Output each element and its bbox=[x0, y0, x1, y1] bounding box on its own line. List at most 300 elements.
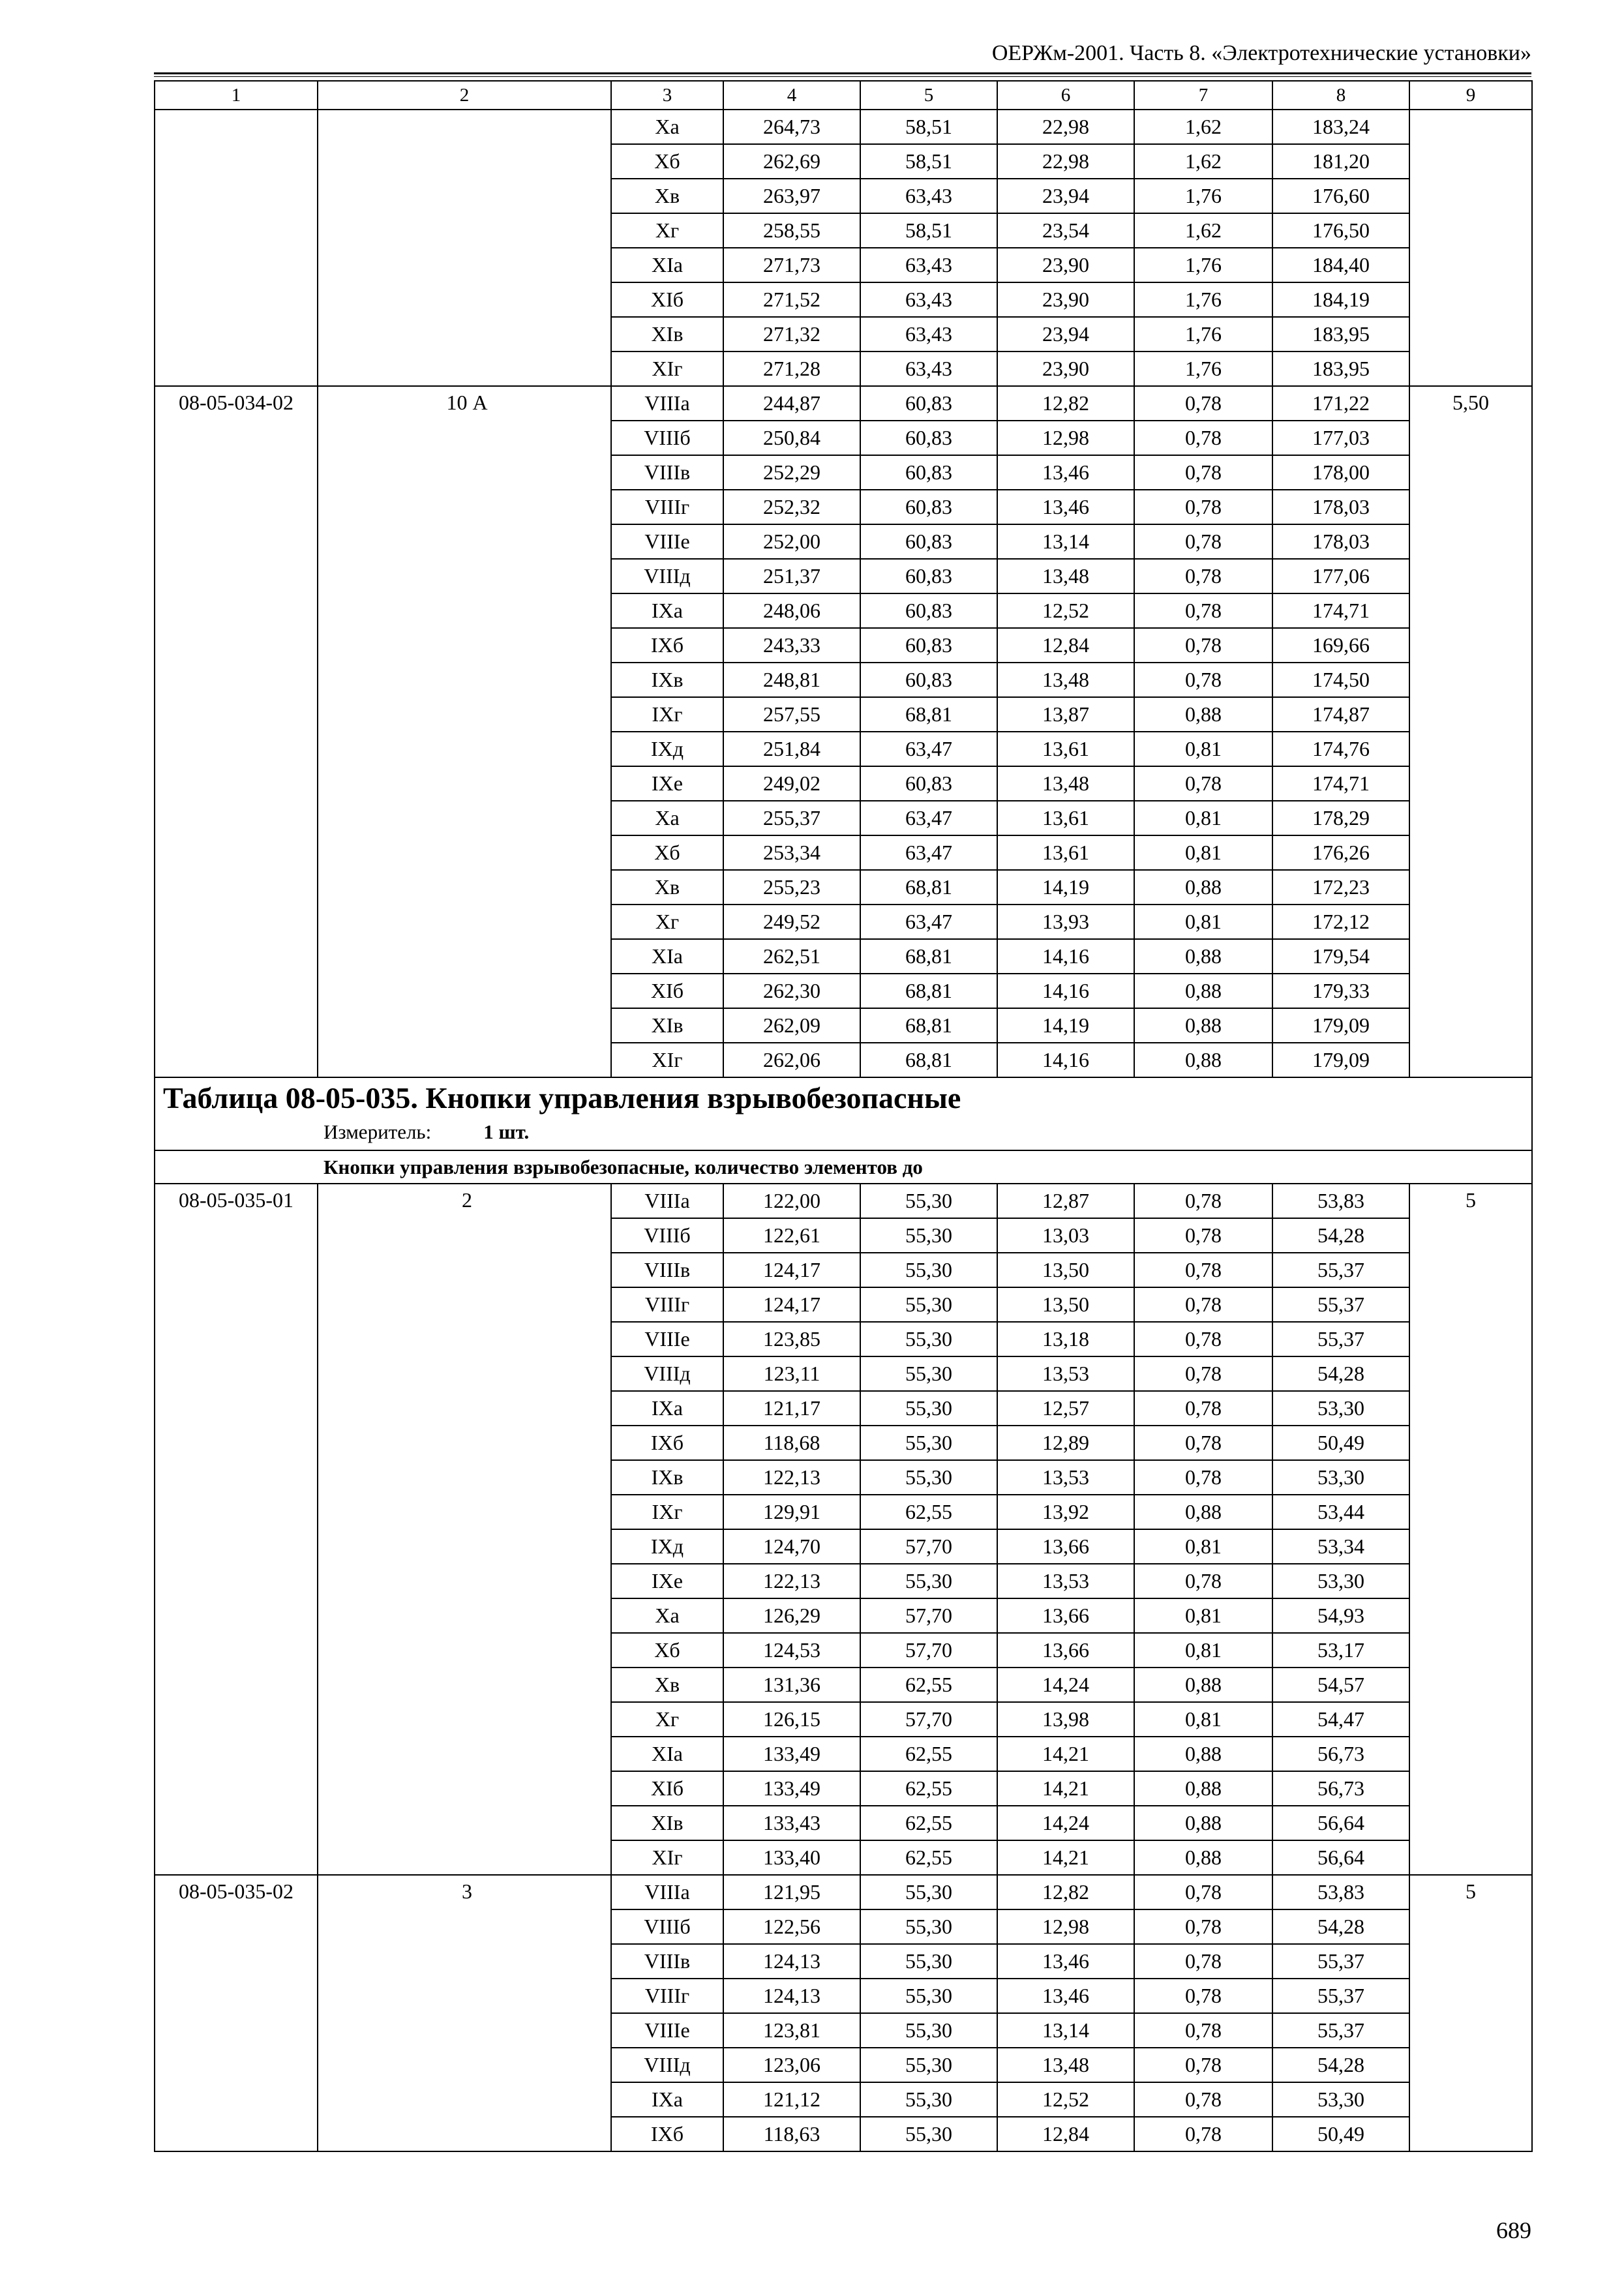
labor-cell: 62,55 bbox=[860, 1771, 997, 1806]
driver-wage-cell: 0,78 bbox=[1134, 663, 1272, 697]
zone-cell: VIIIe bbox=[611, 2013, 723, 2048]
zone-cell: IXв bbox=[611, 1460, 723, 1495]
material-cell: 55,37 bbox=[1272, 2013, 1409, 2048]
material-cell: 169,66 bbox=[1272, 628, 1409, 663]
driver-wage-cell: 0,88 bbox=[1134, 1008, 1272, 1043]
zone-cell: XIa bbox=[611, 939, 723, 974]
material-cell: 177,03 bbox=[1272, 421, 1409, 455]
labor-cell: 55,30 bbox=[860, 1944, 997, 1979]
colnum-6: 6 bbox=[997, 81, 1134, 110]
machine-cell: 13,93 bbox=[997, 905, 1134, 939]
material-cell: 174,87 bbox=[1272, 697, 1409, 732]
machine-cell: 14,24 bbox=[997, 1806, 1134, 1840]
driver-wage-cell: 0,78 bbox=[1134, 524, 1272, 559]
material-cell: 55,37 bbox=[1272, 1322, 1409, 1356]
zone-cell: VIIIб bbox=[611, 1218, 723, 1253]
driver-wage-cell: 0,81 bbox=[1134, 801, 1272, 835]
machine-cell: 12,87 bbox=[997, 1184, 1134, 1218]
zone-cell: VIIIв bbox=[611, 1944, 723, 1979]
total-cell: 244,87 bbox=[723, 386, 860, 421]
machine-cell: 13,61 bbox=[997, 835, 1134, 870]
machine-cell: 12,82 bbox=[997, 386, 1134, 421]
machine-cell: 13,53 bbox=[997, 1460, 1134, 1495]
colnum-9: 9 bbox=[1409, 81, 1532, 110]
total-cell: 122,13 bbox=[723, 1564, 860, 1598]
material-cell: 55,37 bbox=[1272, 1253, 1409, 1287]
machine-cell: 22,98 bbox=[997, 110, 1134, 144]
labor-cell: 55,30 bbox=[860, 1875, 997, 1909]
material-cell: 55,37 bbox=[1272, 1944, 1409, 1979]
labor-cell: 57,70 bbox=[860, 1598, 997, 1633]
material-cell: 56,64 bbox=[1272, 1806, 1409, 1840]
meter-label: Измеритель: bbox=[323, 1120, 432, 1143]
zone-cell: Xв bbox=[611, 179, 723, 213]
machine-cell: 12,98 bbox=[997, 421, 1134, 455]
column-number-row bbox=[155, 81, 1532, 110]
labor-cell: 63,43 bbox=[860, 179, 997, 213]
rate-code-cell: 08-05-035-02 bbox=[155, 1875, 318, 2151]
machine-cell: 13,48 bbox=[997, 559, 1134, 593]
driver-wage-cell: 0,78 bbox=[1134, 386, 1272, 421]
material-cell: 53,83 bbox=[1272, 1875, 1409, 1909]
labor-cell: 63,43 bbox=[860, 282, 997, 317]
labor-cell: 63,43 bbox=[860, 317, 997, 352]
machine-cell: 14,16 bbox=[997, 1043, 1134, 1077]
driver-wage-cell: 0,88 bbox=[1134, 1737, 1272, 1771]
zone-cell: VIIIб bbox=[611, 421, 723, 455]
section-header bbox=[155, 1077, 1532, 1150]
driver-wage-cell: 1,76 bbox=[1134, 179, 1272, 213]
total-cell: 121,17 bbox=[723, 1391, 860, 1426]
total-cell: 126,15 bbox=[723, 1702, 860, 1737]
labor-cell: 68,81 bbox=[860, 697, 997, 732]
machine-cell: 14,19 bbox=[997, 870, 1134, 905]
total-cell: 243,33 bbox=[723, 628, 860, 663]
machine-cell: 13,66 bbox=[997, 1633, 1134, 1668]
driver-wage-cell: 0,88 bbox=[1134, 1806, 1272, 1840]
material-cell: 176,60 bbox=[1272, 179, 1409, 213]
total-cell: 121,12 bbox=[723, 2082, 860, 2117]
driver-wage-cell: 0,81 bbox=[1134, 1702, 1272, 1737]
material-cell: 56,73 bbox=[1272, 1771, 1409, 1806]
total-cell: 123,81 bbox=[723, 2013, 860, 2048]
driver-wage-cell: 0,78 bbox=[1134, 628, 1272, 663]
total-cell: 252,32 bbox=[723, 490, 860, 524]
driver-wage-cell: 0,78 bbox=[1134, 1909, 1272, 1944]
zone-cell: IXб bbox=[611, 2117, 723, 2151]
labor-cell: 55,30 bbox=[860, 1426, 997, 1460]
zone-cell: IXг bbox=[611, 697, 723, 732]
machine-cell: 13,92 bbox=[997, 1495, 1134, 1529]
material-cell: 53,17 bbox=[1272, 1633, 1409, 1668]
machine-cell: 14,16 bbox=[997, 974, 1134, 1008]
total-cell: 124,13 bbox=[723, 1979, 860, 2013]
driver-wage-cell: 0,78 bbox=[1134, 1979, 1272, 2013]
total-cell: 121,95 bbox=[723, 1875, 860, 1909]
zone-cell: VIIIг bbox=[611, 490, 723, 524]
zone-cell: VIIIг bbox=[611, 1287, 723, 1322]
total-cell: 252,29 bbox=[723, 455, 860, 490]
labor-cell: 58,51 bbox=[860, 213, 997, 248]
machine-cell: 13,46 bbox=[997, 1944, 1134, 1979]
total-cell: 255,37 bbox=[723, 801, 860, 835]
labor-cell: 68,81 bbox=[860, 939, 997, 974]
driver-wage-cell: 0,78 bbox=[1134, 2082, 1272, 2117]
machine-cell: 13,14 bbox=[997, 2013, 1134, 2048]
driver-wage-cell: 0,88 bbox=[1134, 870, 1272, 905]
total-cell: 262,09 bbox=[723, 1008, 860, 1043]
labor-cell: 62,55 bbox=[860, 1840, 997, 1875]
labor-cell: 63,47 bbox=[860, 732, 997, 766]
total-cell: 252,00 bbox=[723, 524, 860, 559]
total-cell: 123,85 bbox=[723, 1322, 860, 1356]
labor-cell: 63,47 bbox=[860, 905, 997, 939]
machine-cell: 12,57 bbox=[997, 1391, 1134, 1426]
header-rule-thin bbox=[154, 76, 1531, 77]
driver-wage-cell: 1,76 bbox=[1134, 352, 1272, 386]
subheading: Кнопки управления взрывобезопасные, количество элементов до bbox=[155, 1150, 1532, 1184]
material-cell: 172,23 bbox=[1272, 870, 1409, 905]
col9-cell: 5 bbox=[1409, 1875, 1532, 2151]
driver-wage-cell: 0,81 bbox=[1134, 1529, 1272, 1564]
driver-wage-cell: 0,88 bbox=[1134, 1495, 1272, 1529]
section-title: Таблица 08-05-035. Кнопки управления взрывобезопасные bbox=[163, 1081, 961, 1115]
zone-cell: IXв bbox=[611, 663, 723, 697]
labor-cell: 68,81 bbox=[860, 1008, 997, 1043]
driver-wage-cell: 0,78 bbox=[1134, 1356, 1272, 1391]
rate-code-cell bbox=[155, 110, 318, 386]
driver-wage-cell: 0,78 bbox=[1134, 1218, 1272, 1253]
material-cell: 178,03 bbox=[1272, 524, 1409, 559]
driver-wage-cell: 0,78 bbox=[1134, 1391, 1272, 1426]
total-cell: 124,70 bbox=[723, 1529, 860, 1564]
driver-wage-cell: 0,81 bbox=[1134, 1633, 1272, 1668]
total-cell: 271,28 bbox=[723, 352, 860, 386]
zone-cell: VIIIг bbox=[611, 1979, 723, 2013]
zone-cell: IXб bbox=[611, 1426, 723, 1460]
total-cell: 129,91 bbox=[723, 1495, 860, 1529]
table-row bbox=[155, 110, 1532, 144]
driver-wage-cell: 1,62 bbox=[1134, 144, 1272, 179]
zone-cell: Xв bbox=[611, 1668, 723, 1702]
zone-cell: XIб bbox=[611, 1771, 723, 1806]
driver-wage-cell: 0,88 bbox=[1134, 1043, 1272, 1077]
machine-cell: 13,53 bbox=[997, 1564, 1134, 1598]
material-cell: 174,71 bbox=[1272, 766, 1409, 801]
labor-cell: 62,55 bbox=[860, 1668, 997, 1702]
colnum-4: 4 bbox=[723, 81, 860, 110]
rate-param-cell: 10 А bbox=[318, 386, 611, 1077]
labor-cell: 55,30 bbox=[860, 1287, 997, 1322]
labor-cell: 63,47 bbox=[860, 835, 997, 870]
driver-wage-cell: 0,81 bbox=[1134, 1598, 1272, 1633]
material-cell: 174,50 bbox=[1272, 663, 1409, 697]
driver-wage-cell: 0,78 bbox=[1134, 1287, 1272, 1322]
driver-wage-cell: 1,62 bbox=[1134, 213, 1272, 248]
labor-cell: 55,30 bbox=[860, 2082, 997, 2117]
material-cell: 55,37 bbox=[1272, 1979, 1409, 2013]
labor-cell: 60,83 bbox=[860, 490, 997, 524]
machine-cell: 14,16 bbox=[997, 939, 1134, 974]
machine-cell: 13,48 bbox=[997, 2048, 1134, 2082]
material-cell: 179,09 bbox=[1272, 1043, 1409, 1077]
header-rule-thick bbox=[154, 72, 1531, 74]
driver-wage-cell: 0,81 bbox=[1134, 835, 1272, 870]
zone-cell: XIб bbox=[611, 974, 723, 1008]
total-cell: 122,61 bbox=[723, 1218, 860, 1253]
zone-cell: VIIIд bbox=[611, 2048, 723, 2082]
total-cell: 271,73 bbox=[723, 248, 860, 282]
colnum-3: 3 bbox=[611, 81, 723, 110]
zone-cell: XIв bbox=[611, 1008, 723, 1043]
labor-cell: 63,47 bbox=[860, 801, 997, 835]
total-cell: 118,63 bbox=[723, 2117, 860, 2151]
machine-cell: 13,53 bbox=[997, 1356, 1134, 1391]
labor-cell: 60,83 bbox=[860, 524, 997, 559]
driver-wage-cell: 1,62 bbox=[1134, 110, 1272, 144]
material-cell: 179,33 bbox=[1272, 974, 1409, 1008]
driver-wage-cell: 0,88 bbox=[1134, 1840, 1272, 1875]
driver-wage-cell: 0,78 bbox=[1134, 1426, 1272, 1460]
material-cell: 172,12 bbox=[1272, 905, 1409, 939]
material-cell: 54,57 bbox=[1272, 1668, 1409, 1702]
total-cell: 124,53 bbox=[723, 1633, 860, 1668]
labor-cell: 57,70 bbox=[860, 1702, 997, 1737]
material-cell: 174,76 bbox=[1272, 732, 1409, 766]
material-cell: 176,26 bbox=[1272, 835, 1409, 870]
labor-cell: 55,30 bbox=[860, 1909, 997, 1944]
zone-cell: XIa bbox=[611, 248, 723, 282]
total-cell: 258,55 bbox=[723, 213, 860, 248]
driver-wage-cell: 0,78 bbox=[1134, 1322, 1272, 1356]
zone-cell: Xг bbox=[611, 213, 723, 248]
material-cell: 50,49 bbox=[1272, 2117, 1409, 2151]
machine-cell: 13,98 bbox=[997, 1702, 1134, 1737]
machine-cell: 14,19 bbox=[997, 1008, 1134, 1043]
labor-cell: 55,30 bbox=[860, 1184, 997, 1218]
machine-cell: 23,94 bbox=[997, 179, 1134, 213]
material-cell: 53,30 bbox=[1272, 2082, 1409, 2117]
colnum-7: 7 bbox=[1134, 81, 1272, 110]
material-cell: 179,54 bbox=[1272, 939, 1409, 974]
machine-cell: 13,46 bbox=[997, 1979, 1134, 2013]
material-cell: 183,95 bbox=[1272, 317, 1409, 352]
total-cell: 251,37 bbox=[723, 559, 860, 593]
driver-wage-cell: 0,81 bbox=[1134, 732, 1272, 766]
driver-wage-cell: 0,78 bbox=[1134, 2013, 1272, 2048]
zone-cell: IXa bbox=[611, 593, 723, 628]
driver-wage-cell: 0,78 bbox=[1134, 490, 1272, 524]
rates-table bbox=[154, 80, 1533, 2152]
driver-wage-cell: 0,88 bbox=[1134, 697, 1272, 732]
zone-cell: IXe bbox=[611, 766, 723, 801]
driver-wage-cell: 0,78 bbox=[1134, 1944, 1272, 1979]
driver-wage-cell: 0,81 bbox=[1134, 905, 1272, 939]
material-cell: 54,93 bbox=[1272, 1598, 1409, 1633]
zone-cell: VIIIa bbox=[611, 1184, 723, 1218]
machine-cell: 14,21 bbox=[997, 1737, 1134, 1771]
labor-cell: 60,83 bbox=[860, 421, 997, 455]
machine-cell: 23,90 bbox=[997, 248, 1134, 282]
total-cell: 249,52 bbox=[723, 905, 860, 939]
total-cell: 262,51 bbox=[723, 939, 860, 974]
col9-cell: 5,50 bbox=[1409, 386, 1532, 1077]
total-cell: 255,23 bbox=[723, 870, 860, 905]
driver-wage-cell: 0,78 bbox=[1134, 1460, 1272, 1495]
total-cell: 253,34 bbox=[723, 835, 860, 870]
material-cell: 55,37 bbox=[1272, 1287, 1409, 1322]
colnum-2: 2 bbox=[318, 81, 611, 110]
total-cell: 133,43 bbox=[723, 1806, 860, 1840]
total-cell: 248,81 bbox=[723, 663, 860, 697]
material-cell: 184,19 bbox=[1272, 282, 1409, 317]
total-cell: 264,73 bbox=[723, 110, 860, 144]
labor-cell: 58,51 bbox=[860, 144, 997, 179]
driver-wage-cell: 0,78 bbox=[1134, 559, 1272, 593]
zone-cell: VIIIд bbox=[611, 1356, 723, 1391]
zone-cell: VIIIa bbox=[611, 1875, 723, 1909]
total-cell: 262,30 bbox=[723, 974, 860, 1008]
material-cell: 53,30 bbox=[1272, 1460, 1409, 1495]
total-cell: 124,17 bbox=[723, 1253, 860, 1287]
machine-cell: 13,48 bbox=[997, 766, 1134, 801]
machine-cell: 12,84 bbox=[997, 628, 1134, 663]
zone-cell: IXг bbox=[611, 1495, 723, 1529]
col9-cell: 5 bbox=[1409, 1184, 1532, 1875]
zone-cell: VIIIб bbox=[611, 1909, 723, 1944]
zone-cell: Xг bbox=[611, 1702, 723, 1737]
table-row bbox=[155, 386, 1532, 421]
labor-cell: 62,55 bbox=[860, 1737, 997, 1771]
machine-cell: 14,21 bbox=[997, 1771, 1134, 1806]
material-cell: 54,28 bbox=[1272, 1218, 1409, 1253]
machine-cell: 13,50 bbox=[997, 1253, 1134, 1287]
labor-cell: 55,30 bbox=[860, 1460, 997, 1495]
material-cell: 54,28 bbox=[1272, 2048, 1409, 2082]
material-cell: 183,24 bbox=[1272, 110, 1409, 144]
total-cell: 248,06 bbox=[723, 593, 860, 628]
material-cell: 53,44 bbox=[1272, 1495, 1409, 1529]
zone-cell: VIIIв bbox=[611, 1253, 723, 1287]
zone-cell: IXд bbox=[611, 1529, 723, 1564]
total-cell: 133,49 bbox=[723, 1737, 860, 1771]
total-cell: 123,11 bbox=[723, 1356, 860, 1391]
labor-cell: 57,70 bbox=[860, 1633, 997, 1668]
table-row bbox=[155, 1184, 1532, 1218]
zone-cell: IXe bbox=[611, 1564, 723, 1598]
material-cell: 50,49 bbox=[1272, 1426, 1409, 1460]
machine-cell: 22,98 bbox=[997, 144, 1134, 179]
material-cell: 56,64 bbox=[1272, 1840, 1409, 1875]
colnum-5: 5 bbox=[860, 81, 997, 110]
driver-wage-cell: 0,78 bbox=[1134, 421, 1272, 455]
machine-cell: 23,90 bbox=[997, 282, 1134, 317]
zone-cell: IXб bbox=[611, 628, 723, 663]
material-cell: 53,83 bbox=[1272, 1184, 1409, 1218]
labor-cell: 60,83 bbox=[860, 628, 997, 663]
labor-cell: 60,83 bbox=[860, 593, 997, 628]
zone-cell: Xб bbox=[611, 144, 723, 179]
labor-cell: 68,81 bbox=[860, 870, 997, 905]
material-cell: 53,34 bbox=[1272, 1529, 1409, 1564]
zone-cell: IXa bbox=[611, 2082, 723, 2117]
machine-cell: 13,66 bbox=[997, 1529, 1134, 1564]
total-cell: 250,84 bbox=[723, 421, 860, 455]
total-cell: 257,55 bbox=[723, 697, 860, 732]
machine-cell: 12,98 bbox=[997, 1909, 1134, 1944]
material-cell: 184,40 bbox=[1272, 248, 1409, 282]
total-cell: 133,49 bbox=[723, 1771, 860, 1806]
labor-cell: 63,43 bbox=[860, 352, 997, 386]
machine-cell: 13,46 bbox=[997, 490, 1134, 524]
material-cell: 177,06 bbox=[1272, 559, 1409, 593]
machine-cell: 12,84 bbox=[997, 2117, 1134, 2151]
driver-wage-cell: 0,78 bbox=[1134, 1253, 1272, 1287]
material-cell: 179,09 bbox=[1272, 1008, 1409, 1043]
machine-cell: 13,61 bbox=[997, 732, 1134, 766]
zone-cell: Xб bbox=[611, 835, 723, 870]
zone-cell: XIг bbox=[611, 352, 723, 386]
total-cell: 124,17 bbox=[723, 1287, 860, 1322]
material-cell: 53,30 bbox=[1272, 1391, 1409, 1426]
zone-cell: Xa bbox=[611, 1598, 723, 1633]
driver-wage-cell: 0,78 bbox=[1134, 1875, 1272, 1909]
total-cell: 271,52 bbox=[723, 282, 860, 317]
material-cell: 183,95 bbox=[1272, 352, 1409, 386]
total-cell: 271,32 bbox=[723, 317, 860, 352]
running-header: ОЕРЖм-2001. Часть 8. «Электротехнические установки» bbox=[991, 41, 1531, 65]
material-cell: 181,20 bbox=[1272, 144, 1409, 179]
labor-cell: 62,55 bbox=[860, 1495, 997, 1529]
machine-cell: 23,54 bbox=[997, 213, 1134, 248]
driver-wage-cell: 0,88 bbox=[1134, 1771, 1272, 1806]
labor-cell: 60,83 bbox=[860, 559, 997, 593]
zone-cell: Xг bbox=[611, 905, 723, 939]
rate-param-cell bbox=[318, 110, 611, 386]
meter-value: 1 шт. bbox=[483, 1120, 530, 1143]
material-cell: 178,29 bbox=[1272, 801, 1409, 835]
zone-cell: VIIIв bbox=[611, 455, 723, 490]
zone-cell: Xб bbox=[611, 1633, 723, 1668]
section-header-row bbox=[155, 1077, 1532, 1150]
total-cell: 123,06 bbox=[723, 2048, 860, 2082]
labor-cell: 62,55 bbox=[860, 1806, 997, 1840]
machine-cell: 14,24 bbox=[997, 1668, 1134, 1702]
material-cell: 178,00 bbox=[1272, 455, 1409, 490]
colnum-1: 1 bbox=[155, 81, 318, 110]
material-cell: 176,50 bbox=[1272, 213, 1409, 248]
machine-cell: 13,14 bbox=[997, 524, 1134, 559]
labor-cell: 58,51 bbox=[860, 110, 997, 144]
table-row bbox=[155, 1875, 1532, 1909]
page-number: 689 bbox=[1496, 2217, 1531, 2243]
rate-param-cell: 3 bbox=[318, 1875, 611, 2151]
zone-cell: VIIIe bbox=[611, 1322, 723, 1356]
driver-wage-cell: 0,78 bbox=[1134, 593, 1272, 628]
total-cell: 263,97 bbox=[723, 179, 860, 213]
labor-cell: 55,30 bbox=[860, 2013, 997, 2048]
labor-cell: 55,30 bbox=[860, 1979, 997, 2013]
machine-cell: 12,82 bbox=[997, 1875, 1134, 1909]
driver-wage-cell: 0,78 bbox=[1134, 766, 1272, 801]
zone-cell: XIг bbox=[611, 1043, 723, 1077]
zone-cell: XIг bbox=[611, 1840, 723, 1875]
driver-wage-cell: 0,88 bbox=[1134, 939, 1272, 974]
driver-wage-cell: 0,78 bbox=[1134, 2048, 1272, 2082]
rate-param-cell: 2 bbox=[318, 1184, 611, 1875]
machine-cell: 23,90 bbox=[997, 352, 1134, 386]
total-cell: 118,68 bbox=[723, 1426, 860, 1460]
